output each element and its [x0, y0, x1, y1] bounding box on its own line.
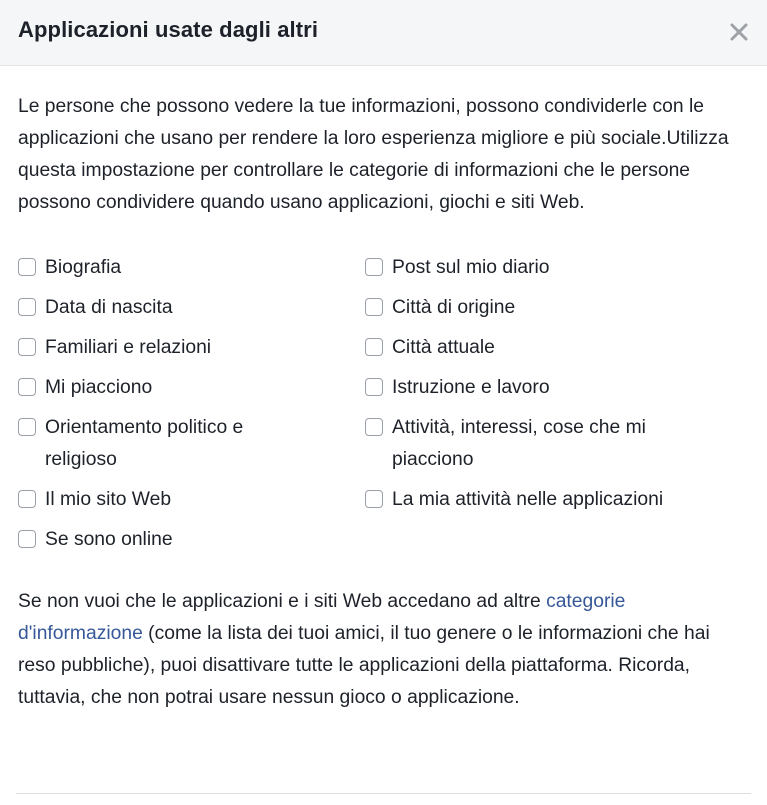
checkbox[interactable] — [18, 418, 36, 436]
checkbox[interactable] — [365, 258, 383, 276]
dialog-title: Applicazioni usate dagli altri — [18, 17, 319, 42]
checkbox-item-istruzione[interactable] — [365, 372, 749, 404]
checkbox[interactable] — [18, 298, 36, 316]
checkbox-item-citta-attuale[interactable] — [365, 332, 749, 364]
info-categories-link[interactable]: categorie d'informazione — [18, 591, 626, 644]
checkbox-item-sito-web[interactable] — [18, 484, 365, 516]
checkbox-item-attivita-applicazioni[interactable] — [365, 484, 749, 516]
checkbox-column-right — [365, 252, 749, 564]
checkbox-item-familiari[interactable] — [18, 332, 365, 364]
checkbox-column-left — [18, 252, 365, 564]
checkbox[interactable] — [365, 338, 383, 356]
checkbox[interactable] — [18, 378, 36, 396]
outro-text-start: Se non vuoi che le applicazioni e i siti Web accedano ad altre — [18, 591, 547, 612]
checkbox-item-mi-piacciono[interactable] — [18, 372, 365, 404]
checkbox-label: Familiari e relazioni — [45, 337, 212, 358]
checkbox[interactable] — [365, 490, 383, 508]
checkbox-label: Il mio sito Web — [45, 489, 172, 510]
checkbox[interactable] — [18, 258, 36, 276]
checkbox-item-attivita-interessi[interactable] — [365, 412, 749, 476]
checkbox-item-orientamento[interactable] — [18, 412, 365, 476]
checkbox-label: Se sono online — [45, 529, 173, 550]
checkbox[interactable] — [18, 490, 36, 508]
footer-divider — [16, 793, 751, 794]
outro-text — [18, 586, 749, 714]
checkbox-label: Istruzione e lavoro — [392, 377, 550, 398]
checkbox[interactable] — [365, 298, 383, 316]
checkbox-label: Biografia — [45, 257, 122, 278]
dialog-header — [0, 0, 767, 66]
dialog-body — [0, 66, 767, 714]
checkbox-label: Città attuale — [392, 337, 495, 358]
checkbox-item-post-diario[interactable] — [365, 252, 749, 284]
checkbox[interactable] — [365, 418, 383, 436]
checkbox-label: Post sul mio diario — [392, 257, 550, 278]
checkbox[interactable] — [18, 338, 36, 356]
checkbox-label: Orientamento politico e religioso — [45, 417, 244, 470]
checkbox-label: Data di nascita — [45, 297, 173, 318]
checkbox-item-online[interactable] — [18, 524, 365, 556]
checkbox-item-biografia[interactable] — [18, 252, 365, 284]
checkbox-label: Città di origine — [392, 297, 516, 318]
checkbox[interactable] — [18, 530, 36, 548]
checkbox-item-data-di-nascita[interactable] — [18, 292, 365, 324]
checkbox[interactable] — [365, 378, 383, 396]
category-checkboxes — [18, 252, 749, 564]
close-icon[interactable] — [729, 22, 749, 42]
checkbox-label: Attività, interessi, cose che mi piacciono — [392, 417, 646, 470]
checkbox-label: La mia attività nelle applicazioni — [392, 489, 664, 510]
checkbox-label: Mi piacciono — [45, 377, 153, 398]
outro-text-end: (come la lista dei tuoi amici, il tuo genere o le informazioni che hai reso pubbliche), puoi disattivare tutte le applicazioni della piattaforma. Ricorda, tuttavia, che non potrai usare nessun gioco o applicazione. — [18, 623, 710, 708]
checkbox-item-citta-origine[interactable] — [365, 292, 749, 324]
intro-text: Le persone che possono vedere la tue informazioni, possono condividerle con le applicazioni che usano per rendere la loro esperienza migliore e più sociale.Utilizza questa impostazione per controllare le categorie di informazioni che le persone possono condividere quando usano applicazioni, giochi e siti Web. — [18, 96, 729, 213]
